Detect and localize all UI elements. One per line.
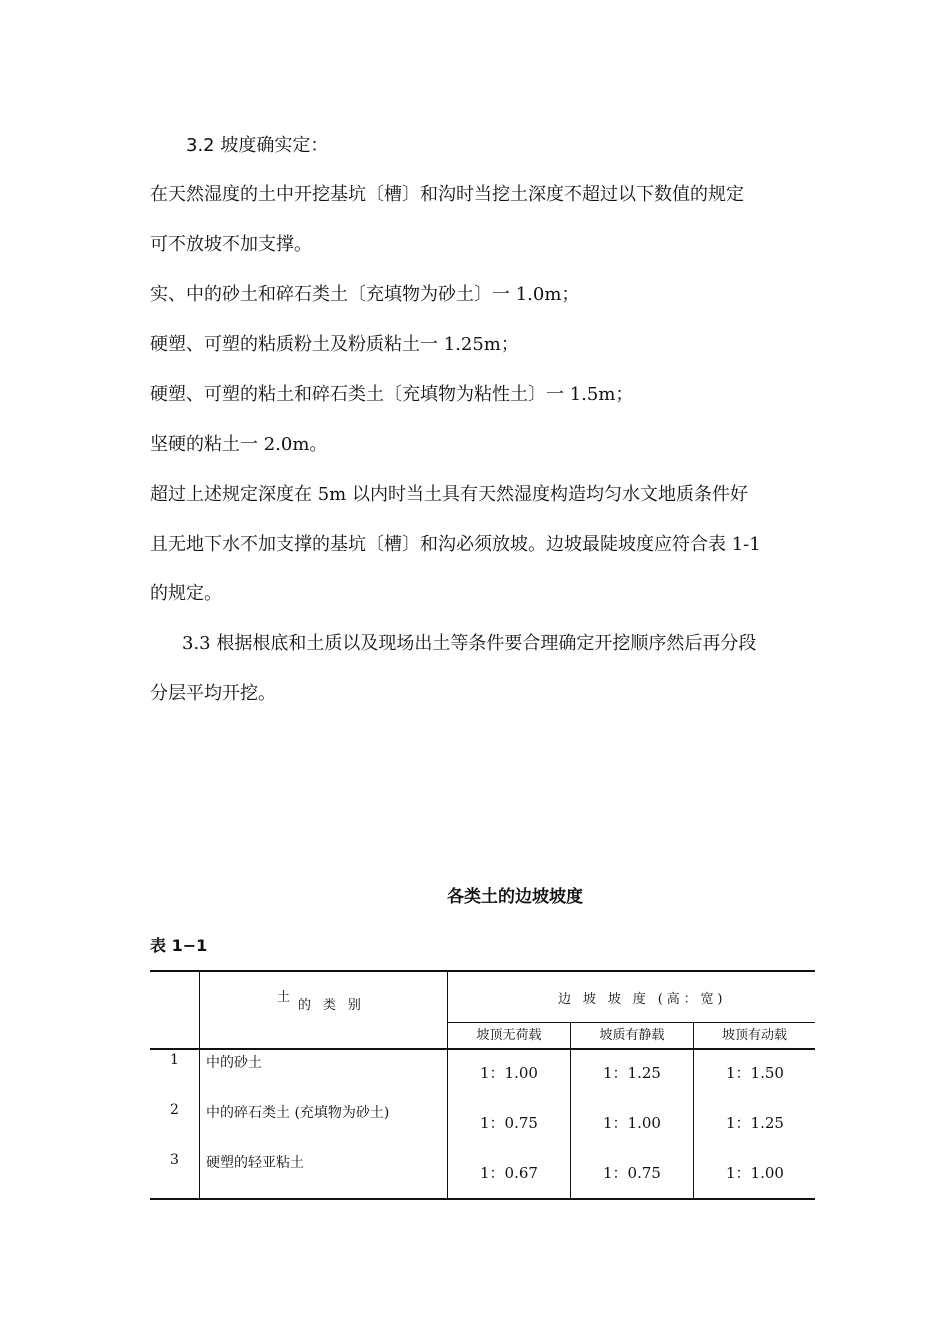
section-heading-3-3: 3.3 根据根底和土质以及现场出土等条件要合理确定开挖顺序然后再分段 bbox=[182, 633, 757, 654]
paragraph-line: 分层平均开挖。 bbox=[150, 683, 276, 704]
row-value: 1：1.00 bbox=[480, 1064, 538, 1082]
table-label: 表 1−1 bbox=[150, 936, 208, 955]
paragraph-line: 在天然湿度的土中开挖基坑〔槽〕和沟时当挖土深度不超过以下数值的规定 bbox=[150, 184, 744, 205]
row-value: 1：1.50 bbox=[726, 1064, 784, 1082]
row-value: 1：0.75 bbox=[603, 1164, 661, 1182]
table-title: 各类土的边坡坡度 bbox=[447, 887, 583, 907]
row-soil-type: 中的碎石类土 (充填物为砂土) bbox=[206, 1105, 390, 1121]
paragraph-line: 坚硬的粘土一 2.0m。 bbox=[150, 434, 328, 455]
row-value: 1：1.25 bbox=[603, 1064, 661, 1082]
slope-table bbox=[150, 970, 815, 1200]
subheader-static-load: 坡质有静载 bbox=[599, 1028, 665, 1043]
header-soil-char: 土 bbox=[277, 990, 294, 1005]
paragraph-line: 且无地下水不加支撑的基坑〔槽〕和沟必须放坡。边坡最陡坡度应符合表 1-1 bbox=[150, 534, 761, 555]
row-value: 1：1.00 bbox=[603, 1114, 661, 1132]
paragraph-line: 实、中的砂土和碎石类土〔充填物为砂土〕一 1.0m； bbox=[150, 284, 580, 305]
row-value: 1：1.25 bbox=[726, 1114, 784, 1132]
subheader-rule bbox=[447, 1022, 815, 1023]
section-heading-3-2: 3.2 坡度确实定： bbox=[186, 135, 329, 156]
table-top-rule bbox=[150, 970, 815, 972]
column-divider bbox=[199, 970, 200, 1200]
paragraph-line: 硬塑、可塑的粘质粉土及粉质粘土一 1.25m； bbox=[150, 334, 519, 355]
header-soil-type: 的 类 别 bbox=[298, 998, 365, 1013]
paragraph-line: 可不放坡不加支撑。 bbox=[150, 234, 312, 255]
row-soil-type: 中的砂土 bbox=[206, 1055, 262, 1071]
header-bottom-rule bbox=[150, 1048, 815, 1050]
row-soil-type: 硬塑的轻亚粘土 bbox=[206, 1155, 304, 1171]
subheader-no-load: 坡顶无荷载 bbox=[476, 1028, 542, 1043]
table-bottom-rule bbox=[150, 1198, 815, 1200]
paragraph-line: 硬塑、可塑的粘土和碎石类土〔充填物为粘性土〕一 1.5m； bbox=[150, 384, 634, 405]
row-number: 2 bbox=[170, 1102, 179, 1118]
subheader-dynamic-load: 坡顶有动载 bbox=[721, 1028, 787, 1043]
paragraph-line: 超过上述规定深度在 5m 以内时当土具有天然湿度构造均匀水文地质条件好 bbox=[150, 484, 748, 505]
header-slope-ratio: 边 坡 坡 度 (高：宽) bbox=[558, 992, 727, 1007]
row-value: 1：0.67 bbox=[480, 1164, 538, 1182]
paragraph-line: 的规定。 bbox=[150, 583, 222, 604]
row-number: 1 bbox=[170, 1052, 179, 1068]
row-value: 1：1.00 bbox=[726, 1164, 784, 1182]
row-number: 3 bbox=[170, 1152, 179, 1168]
row-value: 1：0.75 bbox=[480, 1114, 538, 1132]
